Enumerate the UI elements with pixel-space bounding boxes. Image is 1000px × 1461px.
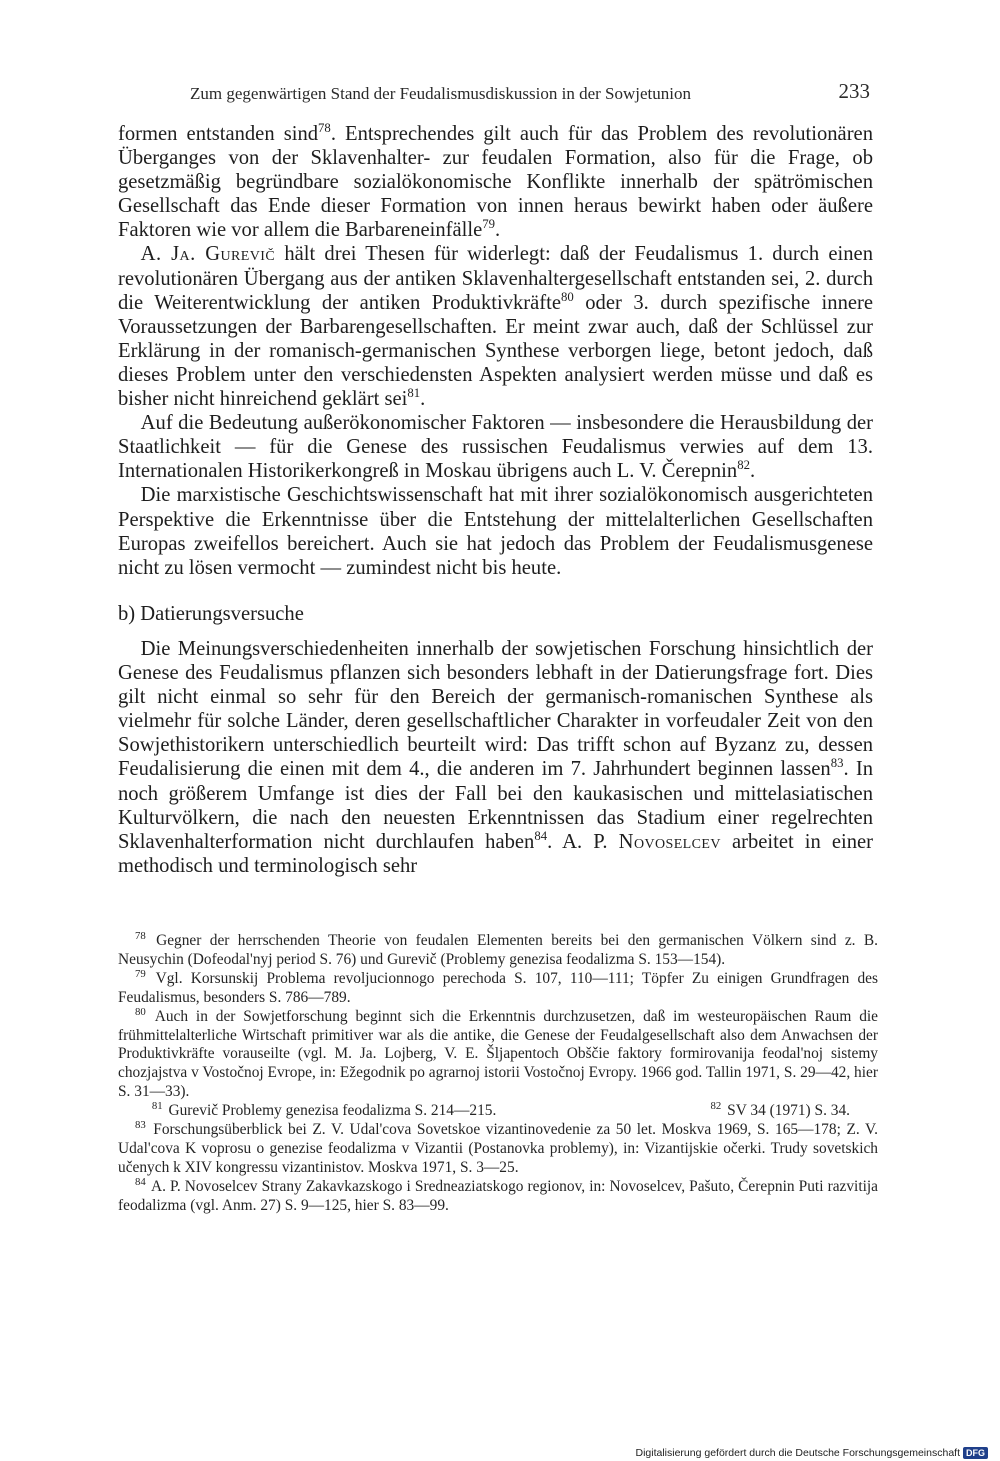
- footnote-ref[interactable]: 78: [318, 121, 331, 136]
- footnote-ref[interactable]: 82: [737, 458, 750, 473]
- paragraph-text: .: [420, 388, 426, 411]
- footnote-number: 84: [134, 1175, 146, 1188]
- footnote-ref[interactable]: 81: [407, 386, 421, 401]
- page-number: 233: [838, 79, 870, 103]
- paragraph-4: Die marxistische Geschichtswissenschaft hat mit ihrer sozialökonomisch ausgerichteten Perspektive die Erkenntnisse über die Entstehung der mittelalterlichen Gesellschaften Europas zweifellos bereichert. Auch sie hat jedoch das Problem der Feudalismusgenese nicht zu lösen vermocht — zumindest nicht bis heute.: [118, 484, 873, 579]
- paragraph-text: arbeitet in einer methodisch und terminologisch sehr: [118, 830, 873, 877]
- footnote-82: [694, 1102, 850, 1121]
- footnote-number: 81: [151, 1100, 163, 1113]
- author-name: A. Ja. Gurevič: [140, 243, 276, 266]
- paragraph-5: [118, 637, 873, 878]
- credit-text: Digitalisierung gefördert durch die Deutsche Forschungsgemeinschaft: [635, 1447, 960, 1459]
- footnote-80: [118, 1005, 878, 1103]
- body-text-upper: [118, 122, 873, 580]
- body-text-lower: [118, 637, 873, 878]
- footnote-81: [118, 1102, 496, 1121]
- paragraph-text: . Entsprechendes gilt auch für das Problem des revolutionären Überganges von der Sklavenhalter- zur feudalen Formation, also für die Frage, ob gesetzmäßig begründbare sozialökonomische Konflikte innerhalb der spätrömischen Gesellschaft das Ende dieser Formation von innen heraus bewirkt haben oder äußere Faktoren wie vor allem die Barbareneinfälle: [118, 123, 873, 242]
- section-heading: b) Datierungsversuche: [118, 603, 304, 625]
- footnote-text: SV 34 (1971) S. 34.: [723, 1102, 850, 1120]
- paragraph-text: Auf die Bedeutung außerökonomischer Faktoren — insbesondere die Herausbildung der Staatlichkeit — für die Genese des russischen Feudalismus verwies auf dem 13. Internationalen Historikerkongreß in Moskau übrigens auch L. V. Čerepnin: [118, 412, 873, 483]
- paragraph-text: hält drei Thesen für widerlegt: daß der Feudalismus 1. durch einen revolutionären Übergang aus der antiken Sklavenhaltergesellschaft entstanden sei, 2. durch die Weiterentwicklung der antiken Produktivkräfte: [118, 243, 873, 314]
- footnote-text: Gurevič Problemy genezisa feodalizma S. 214—215.: [164, 1102, 497, 1120]
- footnotes: [118, 929, 878, 1216]
- paragraph-text: .: [749, 460, 756, 483]
- footnote-83: [118, 1118, 878, 1178]
- footnote-ref[interactable]: 79: [482, 217, 496, 232]
- running-head-title: Zum gegenwärtigen Stand der Feudalismusdiskussion in der Sowjetunion: [190, 84, 691, 103]
- digitization-credit: [635, 1447, 988, 1459]
- paragraph-1: [118, 122, 873, 242]
- footnote-number: 80: [134, 1005, 146, 1018]
- paragraph-text: oder 3. durch spezifische innere Voraussetzungen der Barbarengesellschaften. Er meint zwar auch, daß der Schlüssel zur Erklärung in der romanisch-germanischen Synthese verborgen liege, betont jedoch, daß dieses Problem unter den verschiedensten Aspekten analysiert werden müsse und daß es bisher nicht hinreichend geklärt sei: [118, 291, 874, 411]
- footnote-text: Gegner der herrschenden Theorie von feudalen Elementen bereits bei den germanischen Völkern sind z. B. Neusychin (Dofeodal'nyj period S. 76) und Gurevič (Problemy genezisa feodalizma S. 153—154).: [118, 932, 878, 968]
- paragraph-text: Die Meinungsverschiedenheiten innerhalb der sowjetischen Forschung hinsichtlich der Genese des Feudalismus pflanzen sich besonders lebhaft in der Datierungsfrage fort. Dies gilt nicht einmal so sehr für den Bereich der germanisch-romanischen Synthese als vielmehr für solche Länder, deren gesellschaftlicher Charakter in vorfeudaler Zeit von den Sowjethistorikern unterschiedlich beurteilt wird: Das trifft schon auf Byzanz zu, dessen Feudalisierung die einen mit dem 4., die anderen im 7. Jahrhundert beginnen lassen: [118, 638, 873, 781]
- paragraph-text: formen entstanden sind: [118, 123, 319, 145]
- footnote-number: 82: [710, 1100, 722, 1113]
- dfg-logo[interactable]: DFG: [963, 1447, 988, 1459]
- footnote-number: 78: [134, 929, 146, 942]
- footnote-78: [118, 929, 878, 970]
- paragraph-text: . A. P.: [547, 830, 619, 853]
- footnote-text: Auch in der Sowjetforschung beginnt sich die Erkenntnis durchzusetzen, daß im westeuropäischen Raum die frühmittelalterliche Wirtschaft primitiver war als die antike, die Genese der Feudalgesellschaft also dem Anwachsen der Produktivkräfte vorauseilte (vgl. M. Ja. Lojberg, V. E. Šljapentoch Obščie faktory formirovanija feodal'noj sistemy chozjajstva v Vostočnoj Evrope, in: Ežegodnik po agrarnoj istorii Vostočnoj Evropy. 1966 god. Tallin 1971, S. 29—42, hier S. 31—33).: [118, 1007, 878, 1101]
- paragraph-text: . In noch größerem Umfange ist dies der Fall bei den kaukasischen und mittelasiatischen Kulturvölkern, die nach den neuesten Erkenntnissen das Stadium einer regelrechten Sklavenhalterformation nicht durchlaufen haben: [118, 758, 873, 853]
- footnote-84: [118, 1175, 878, 1216]
- footnote-number: 79: [134, 967, 146, 980]
- footnote-ref[interactable]: 84: [534, 828, 548, 843]
- footnote-number: 83: [134, 1118, 146, 1131]
- footnote-ref[interactable]: 80: [561, 289, 574, 304]
- footnote-row-81-82: [118, 1102, 878, 1121]
- author-name: Novoselcev: [618, 830, 721, 853]
- paragraph-2: [118, 242, 873, 411]
- footnote-79: [118, 967, 878, 1008]
- footnote-text: Forschungsüberblick bei Z. V. Udal'cova Sovetskoe vizantinovedenie za 50 let. Moskva 1969, S. 165—178; Z. V. Udal'cova K voprosu o genezise feodalizma v Vizantii (Postanovka problemy), in: Vizantijskie očerki. Trudy sovetskich učenych k XIV kongressu vizantinistov. Moskva 1971, S. 3—25.: [118, 1121, 878, 1176]
- paragraph-3: [118, 411, 873, 483]
- footnote-ref[interactable]: 83: [830, 756, 844, 771]
- footnote-text: Vgl. Korsunskij Problema revoljucionnogo perechoda S. 107, 110—111; Töpfer Zu einigen Grundfragen des Feudalismus, besonders S. 786—789.: [118, 969, 878, 1006]
- paragraph-text: .: [495, 219, 501, 242]
- footnote-text: A. P. Novoselcev Strany Zakavkazskogo i Sredneaziatskogo regionov, in: Novoselcev, Pašuto, Čerepnin Puti razvitija feodalizma (vgl. Anm. 27) S. 9—125, hier S. 83—99.: [118, 1177, 878, 1214]
